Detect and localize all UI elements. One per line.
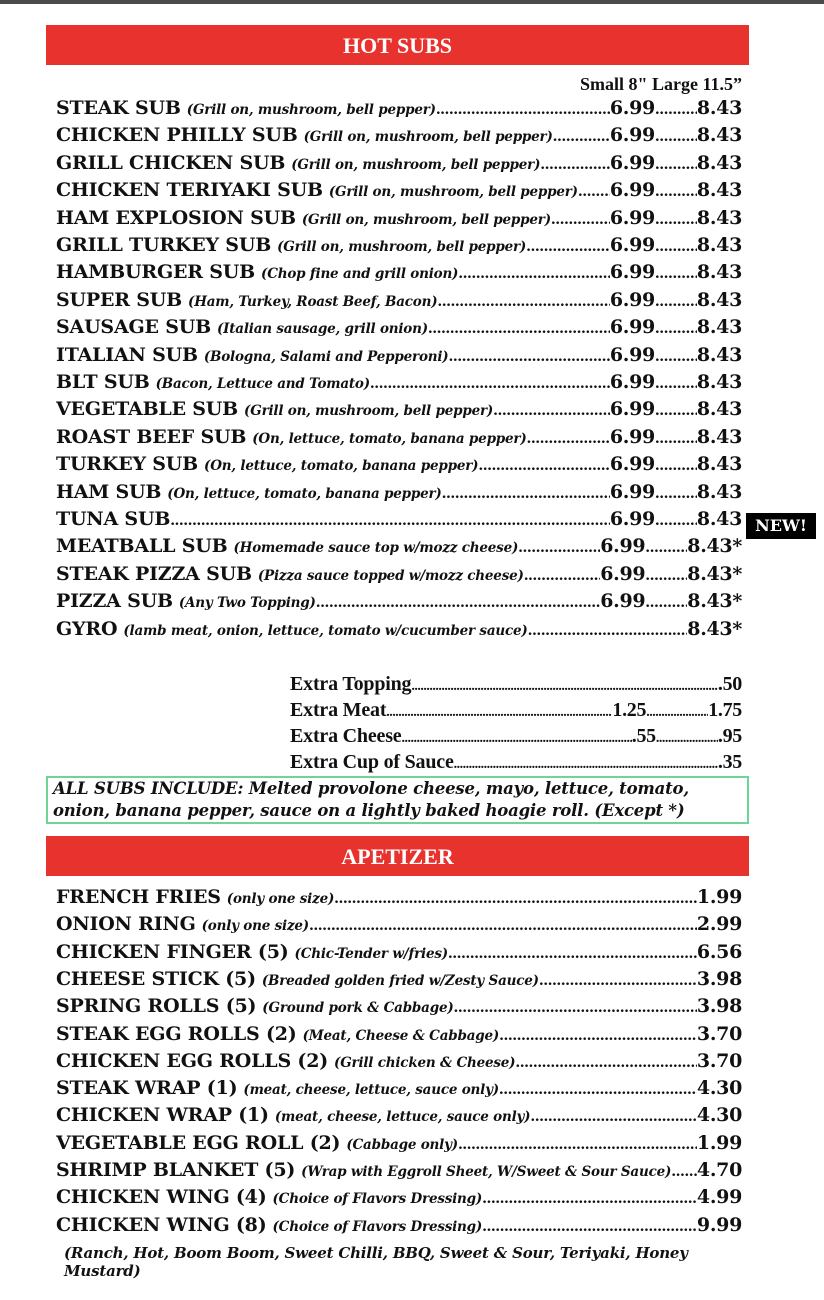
price-small: 6.99 (609, 425, 655, 448)
dot-leader (454, 757, 718, 773)
price-large: 8.43* (687, 562, 742, 585)
appetizer-banner: APETIZER (46, 836, 749, 876)
appetizer-name: VEGETABLE EGG ROLL (2) (56, 1131, 341, 1154)
dot-leader (551, 212, 610, 228)
price-small: 6.99 (609, 261, 655, 284)
price-large: 8.43 (696, 206, 742, 229)
menu-item-row (56, 453, 742, 475)
price-small: 6.99 (609, 453, 655, 476)
item-description: (Bacon, Lettuce and Tomato) (155, 376, 370, 392)
extra-name: Extra Cup of Sauce (290, 751, 454, 773)
dot-leader (539, 973, 697, 989)
extra-price-small: 1.25 (612, 699, 647, 721)
item-name: STEAK PIZZA SUB (56, 562, 252, 585)
dot-leader (645, 540, 687, 556)
appetizer-item-row (56, 1186, 742, 1208)
item-description: (Grill on, mushroom, bell pepper) (186, 102, 436, 118)
item-name: STEAK SUB (56, 97, 181, 119)
extra-name: Extra Meat (290, 699, 387, 721)
extra-name: Extra Cheese (290, 725, 402, 747)
appetizer-name: ONION RING (56, 913, 196, 936)
price-small: 6.99 (609, 151, 655, 174)
appetizer-description: (only one size) (226, 891, 335, 907)
item-name: SUPER SUB (56, 288, 183, 311)
price-small: 6.99 (609, 480, 655, 503)
dot-leader (655, 102, 697, 118)
dot-leader (454, 1000, 697, 1016)
appetizer-price: 4.30 (696, 1104, 742, 1127)
appetizer-price: 4.70 (696, 1159, 742, 1181)
item-name: GRILL TURKEY SUB (56, 234, 272, 256)
item-description: (Grill on, mushroom, bell pepper) (301, 211, 551, 228)
dot-leader (170, 513, 610, 529)
price-small: 6.99 (609, 316, 655, 339)
appetizer-item-row (56, 886, 742, 908)
appetizer-price: 1.99 (696, 1131, 742, 1154)
extra-item-row (290, 673, 742, 696)
price-small: 6.99 (609, 343, 655, 366)
appetizer-name: STEAK EGG ROLLS (2) (56, 1022, 297, 1045)
dot-leader (540, 157, 610, 173)
appetizer-name: SPRING ROLLS (5) (56, 995, 257, 1018)
appetizer-price: 3.98 (696, 967, 742, 990)
extra-name: Extra Topping (290, 673, 412, 695)
price-large: 8.43 (696, 508, 742, 530)
dot-leader (527, 431, 610, 447)
dot-leader (370, 376, 610, 392)
item-name: TURKEY SUB (56, 453, 199, 476)
subs-include-note: ALL SUBS INCLUDE: Melted provolone cheese, mayo, lettuce, tomato, onion, banana pepper, sauce on a lightly baked hoagie roll. (Except *) (46, 776, 749, 824)
dot-leader (401, 731, 631, 747)
price-large: 8.43* (687, 590, 742, 613)
appetizer-price: 6.56 (696, 940, 742, 963)
menu-item-row (56, 398, 742, 420)
price-small: 6.99 (600, 590, 646, 613)
item-name: ROAST BEEF SUB (56, 425, 247, 448)
item-description: (Grill on, mushroom, bell pepper) (277, 239, 527, 255)
menu-item-row (56, 590, 742, 612)
menu-item-row (56, 508, 742, 530)
dot-leader (478, 458, 610, 474)
price-small: 6.99 (609, 398, 655, 421)
price-large: 8.43* (687, 617, 742, 640)
dot-leader (309, 918, 697, 934)
appetizer-description: (Cabbage only) (346, 1136, 458, 1153)
dot-leader (499, 1028, 697, 1044)
item-description: (On, lettuce, tomato, banana pepper) (167, 485, 442, 502)
dot-leader (553, 129, 610, 145)
appetizer-description: (only one size) (201, 918, 309, 935)
appetizer-description: (Meat, Cheese & Cabbage) (302, 1027, 500, 1044)
dot-leader (482, 1191, 697, 1207)
item-name: BLT SUB (56, 371, 150, 393)
extra-item-row (290, 725, 742, 748)
dot-leader (655, 239, 697, 255)
menu-item-row (56, 426, 742, 448)
item-name: ITALIAN SUB (56, 343, 198, 366)
appetizer-item-row (56, 1050, 742, 1072)
appetizer-description: (meat, cheese, lettuce, sauce only) (243, 1082, 499, 1099)
price-large: 8.43 (696, 288, 742, 311)
price-large: 8.43 (696, 316, 742, 339)
extra-price: .35 (717, 751, 742, 773)
extra-price: .95 (717, 725, 742, 747)
menu-item-row (56, 371, 742, 393)
hot-subs-banner: HOT SUBS (46, 25, 749, 65)
item-description: (lamb meat, onion, lettuce, tomato w/cucumber sauce) (123, 622, 528, 639)
dot-leader (655, 349, 697, 365)
dot-leader (645, 568, 687, 584)
price-large: 8.43 (696, 151, 742, 174)
dot-leader (655, 129, 697, 145)
item-name: VEGETABLE SUB (56, 398, 239, 421)
dot-leader (458, 266, 610, 282)
dot-leader (655, 431, 697, 447)
dot-leader (655, 486, 697, 502)
item-description: (On, lettuce, tomato, banana pepper) (204, 458, 479, 475)
appetizer-description: (Wrap with Eggroll Sheet, W/Sweet & Sour Sauce) (301, 1164, 672, 1180)
item-description: (Homemade sauce top w/mozz cheese) (233, 540, 519, 557)
menu-item-row (56, 289, 742, 311)
item-name: CHICKEN TERIYAKI SUB (56, 179, 323, 202)
price-large: 8.43 (696, 124, 742, 147)
extra-item-row (290, 751, 742, 774)
item-name: HAM SUB (56, 480, 162, 503)
dot-leader (334, 891, 697, 907)
dot-leader (530, 1109, 697, 1125)
dot-leader (448, 349, 609, 365)
appetizer-description: (Breaded golden fried w/Zesty Sauce) (261, 972, 539, 989)
dot-leader (655, 458, 697, 474)
menu-item-row (56, 152, 742, 174)
item-name: HAM EXPLOSION SUB (56, 206, 296, 229)
appetizer-price: 3.70 (696, 1022, 742, 1045)
price-small: 6.99 (609, 97, 655, 119)
appetizer-description: (Chic-Tender w/fries) (294, 945, 448, 962)
appetizer-item-row (56, 1214, 742, 1236)
appetizer-price: 9.99 (696, 1213, 742, 1236)
dot-leader (655, 403, 697, 419)
appetizer-name: CHEESE STICK (5) (56, 967, 256, 990)
appetizer-description: (meat, cheese, lettuce, sauce only) (274, 1109, 531, 1126)
item-name: GRILL CHICKEN SUB (56, 151, 286, 174)
dot-leader (442, 486, 610, 502)
price-large: 8.43 (696, 371, 742, 393)
new-badge: NEW! (746, 513, 816, 539)
appetizer-name: CHICKEN WRAP (1) (56, 1104, 269, 1127)
price-large: 8.43 (696, 453, 742, 476)
price-small: 6.99 (609, 371, 655, 393)
item-description: (On, lettuce, tomato, banana pepper) (252, 430, 527, 447)
extra-price: .50 (717, 673, 742, 695)
price-large: 8.43 (696, 179, 742, 202)
item-name: SAUSAGE SUB (56, 316, 211, 339)
dot-leader (316, 595, 601, 611)
menu-item-row (56, 179, 742, 201)
dot-leader (518, 540, 600, 556)
item-name: HAMBURGER SUB (56, 261, 256, 284)
item-description: (Grill on, mushroom, bell pepper) (291, 156, 541, 173)
dot-leader (386, 705, 612, 721)
dot-leader (493, 403, 610, 419)
item-description: (Bologna, Salami and Pepperoni) (203, 348, 449, 365)
appetizer-item-row (56, 968, 742, 990)
appetizer-price: 4.30 (696, 1077, 742, 1100)
dot-leader (448, 946, 697, 962)
item-name: CHICKEN PHILLY SUB (56, 124, 298, 147)
dot-leader (645, 595, 687, 611)
price-large: 8.43 (696, 480, 742, 503)
item-description: (Grill on, mushroom, bell pepper) (328, 184, 578, 201)
dot-leader (578, 184, 610, 200)
price-small: 6.99 (600, 535, 646, 558)
menu-item-row (56, 344, 742, 366)
menu-item-row (56, 97, 742, 119)
price-large: 8.43 (696, 97, 742, 119)
dot-leader (411, 679, 718, 695)
appetizer-name: CHICKEN WING (4) (56, 1186, 267, 1209)
menu-item-row (56, 563, 742, 585)
menu-item-row (56, 481, 742, 503)
dot-leader (428, 321, 610, 337)
dot-leader (655, 184, 697, 200)
appetizer-item-row (56, 913, 742, 935)
menu-item-row (56, 124, 742, 146)
price-small: 6.99 (609, 124, 655, 147)
appetizer-item-row (56, 1023, 742, 1045)
item-description: (Ham, Turkey, Roast Beef, Bacon) (188, 293, 438, 310)
appetizer-item-row (56, 995, 742, 1017)
appetizer-name: CHICKEN EGG ROLLS (2) (56, 1049, 329, 1072)
appetizer-price: 4.99 (696, 1186, 742, 1209)
price-large: 8.43 (696, 425, 742, 448)
menu-item-row (56, 316, 742, 338)
dot-leader (655, 294, 697, 310)
item-name: PIZZA SUB (56, 590, 173, 613)
dot-leader (515, 1055, 697, 1071)
dot-leader (499, 1082, 697, 1098)
dot-leader (655, 513, 697, 529)
item-description: (Chop fine and grill onion) (261, 266, 459, 283)
menu-item-row (56, 261, 742, 283)
appetizer-item-row (56, 941, 742, 963)
dot-leader (482, 1219, 697, 1235)
wing-flavors-note: (Ranch, Hot, Boom Boom, Sweet Chilli, BBQ, Sweet & Sour, Teriyaki, Honey Mustard) (64, 1244, 688, 1280)
price-small: 6.99 (609, 206, 655, 229)
dot-leader (526, 239, 610, 255)
appetizer-name: FRENCH FRIES (56, 886, 221, 908)
appetizer-item-row (56, 1132, 742, 1154)
item-name: TUNA SUB (56, 508, 171, 530)
dot-leader (458, 1137, 697, 1153)
price-large: 8.43 (696, 398, 742, 421)
appetizer-description: (Grill chicken & Cheese) (334, 1054, 516, 1071)
appetizer-price: 3.98 (696, 995, 742, 1018)
appetizer-price: 1.99 (696, 886, 742, 908)
dot-leader (655, 376, 697, 392)
price-small: 6.99 (609, 179, 655, 202)
appetizer-name: CHICKEN WING (8) (56, 1213, 267, 1236)
dot-leader (655, 321, 697, 337)
menu-item-row (56, 234, 742, 256)
item-description: (Pizza sauce topped w/mozz cheese) (257, 567, 524, 584)
item-description: (Grill on, mushroom, bell pepper) (303, 129, 553, 146)
item-name: GYRO (56, 617, 118, 640)
price-small: 6.99 (609, 234, 655, 256)
item-description: (Grill on, mushroom, bell pepper) (244, 403, 494, 420)
dot-leader (646, 705, 708, 721)
price-small: 6.99 (609, 508, 655, 530)
dot-leader (437, 294, 609, 310)
appetizer-description: (Ground pork & Cabbage) (262, 1000, 454, 1017)
appetizer-description: (Choice of Flavors Dressing) (272, 1218, 483, 1235)
menu-item-row (56, 535, 742, 557)
dot-leader (671, 1164, 697, 1180)
price-large: 8.43 (696, 343, 742, 366)
appetizer-price: 2.99 (696, 913, 742, 936)
dot-leader (655, 266, 697, 282)
item-name: MEATBALL SUB (56, 535, 228, 558)
menu-item-row (56, 618, 742, 640)
dot-leader (655, 212, 697, 228)
dot-leader (524, 568, 601, 584)
extra-price: 1.75 (708, 699, 742, 721)
price-small: 6.99 (600, 562, 646, 585)
menu-item-row (56, 207, 742, 229)
appetizer-name: STEAK WRAP (1) (56, 1077, 238, 1100)
appetizer-name: CHICKEN FINGER (5) (56, 940, 289, 963)
price-small: 6.99 (609, 288, 655, 311)
extra-item-row (290, 699, 742, 722)
appetizer-description: (Choice of Flavors Dressing) (272, 1191, 483, 1208)
extra-price-small: .55 (631, 725, 656, 747)
dot-leader (528, 623, 688, 639)
price-large: 8.43 (696, 261, 742, 284)
price-large: 8.43 (696, 234, 742, 256)
dot-leader (656, 731, 718, 747)
dot-leader (655, 157, 697, 173)
appetizer-name: SHRIMP BLANKET (5) (56, 1159, 296, 1181)
dot-leader (436, 102, 610, 118)
item-description: (Any Two Topping) (178, 595, 316, 612)
item-description: (Italian sausage, grill onion) (216, 321, 428, 338)
appetizer-price: 3.70 (696, 1049, 742, 1072)
appetizer-item-row (56, 1104, 742, 1126)
top-border (0, 0, 824, 4)
price-large: 8.43* (687, 535, 742, 558)
size-header: Small 8" Large 11.5” (580, 74, 742, 94)
appetizer-item-row (56, 1159, 742, 1181)
appetizer-item-row (56, 1077, 742, 1099)
